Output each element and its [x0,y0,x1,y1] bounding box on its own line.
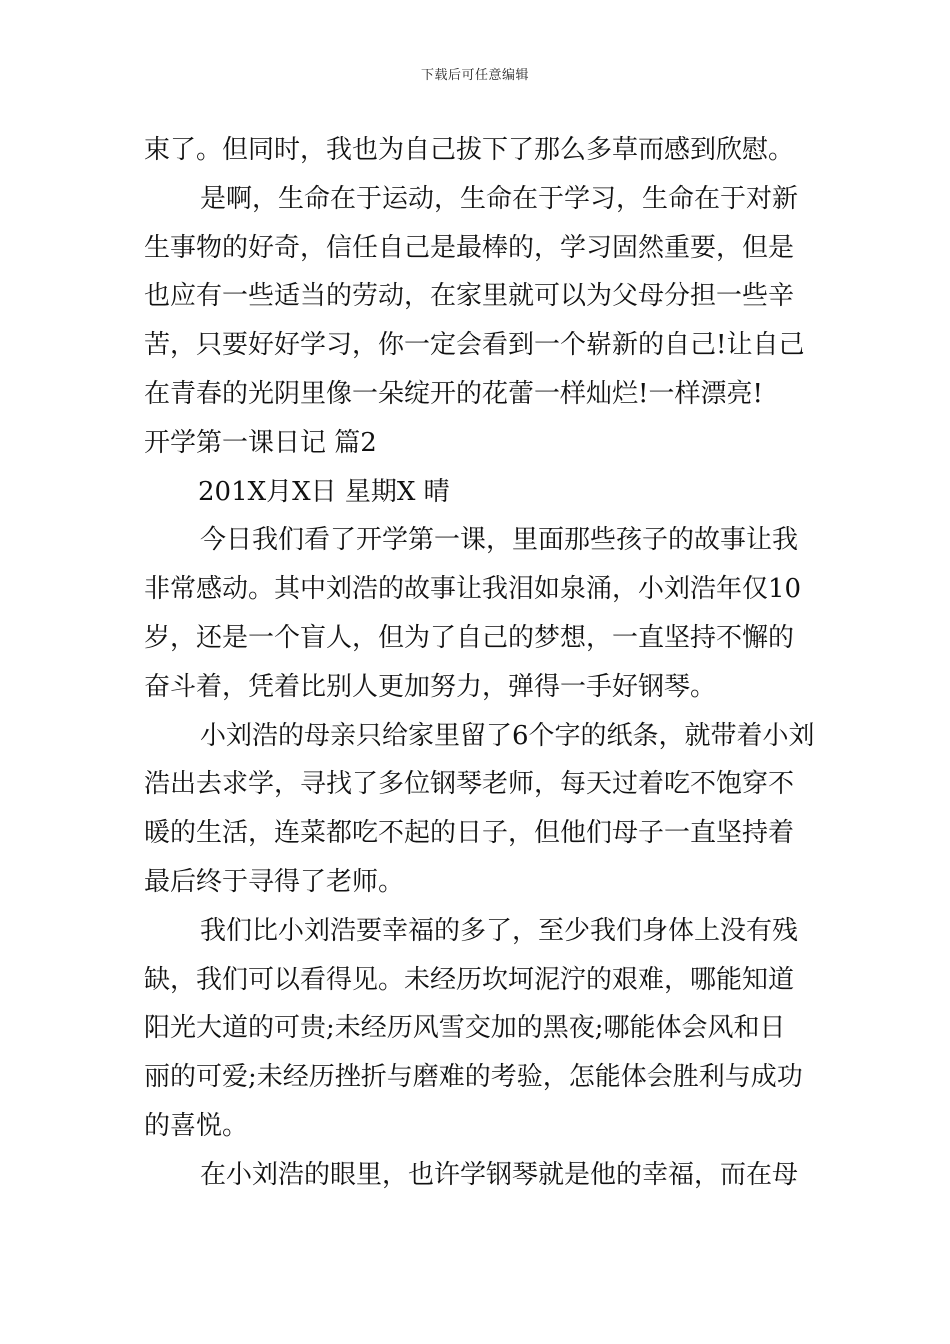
paragraph-start-line: 我们比小刘浩要幸福的多了，至少我们身体上没有残 [200,915,799,946]
paragraph-start-line: 今日我们看了开学第一课，里面那些孩子的故事让我 [200,525,799,556]
text-line: 阳光大道的可贵;未经历风雪交加的黑夜;哪能体会风和日 [144,1013,786,1044]
text-line: 奋斗着，凭着比别人更加努力，弹得一手好钢琴。 [144,671,717,702]
page-header: 下载后可任意编辑 [420,68,529,83]
text-line: 最后终于寻得了老师。 [144,866,405,897]
paragraph-start-line: 小刘浩的母亲只给家里留了6个字的纸条，就带着小刘 [200,720,815,751]
text-line: 也应有一些适当的劳动，在家里就可以为父母分担一些辛 [144,281,795,312]
text-line: 苦，只要好好学习，你一定会看到一个崭新的自己!让自己 [144,330,805,361]
text-line: 非常感动。其中刘浩的故事让我泪如泉涌，小刘浩年仅10 [144,574,802,605]
text-line: 生事物的好奇，信任自己是最棒的，学习固然重要，但是 [144,232,795,263]
text-line: 暖的生活，连菜都吃不起的日子，但他们母子一直坚持着 [144,818,795,849]
document-body [144,126,815,1200]
text-line: 在青春的光阴里像一朵绽开的花蕾一样灿烂!一样漂亮! [144,378,763,409]
text-line: 缺，我们可以看得见。未经历坎坷泥泞的艰难，哪能知道 [144,964,795,995]
text-line: 的喜悦。 [144,1110,249,1141]
text-line: 岁，还是一个盲人，但为了自己的梦想，一直坚持不懈的 [144,622,795,653]
section-heading: 开学第一课日记 篇2 [144,427,377,458]
paragraph-start-line: 在小刘浩的眼里，也许学钢琴就是他的幸福，而在母 [200,1159,799,1190]
text-line: 丽的可爱;未经历挫折与磨难的考验，怎能体会胜利与成功 [144,1062,803,1093]
paragraph-start-line: 是啊，生命在于运动，生命在于学习，生命在于对新 [200,183,799,214]
text-line: 浩出去求学，寻找了多位钢琴老师，每天过着吃不饱穿不 [144,769,795,800]
diary-date-line: 201X月X日 星期X 晴 [198,476,450,507]
text-line: 束了。但同时，我也为自己拔下了那么多草而感到欣慰。 [144,135,795,165]
